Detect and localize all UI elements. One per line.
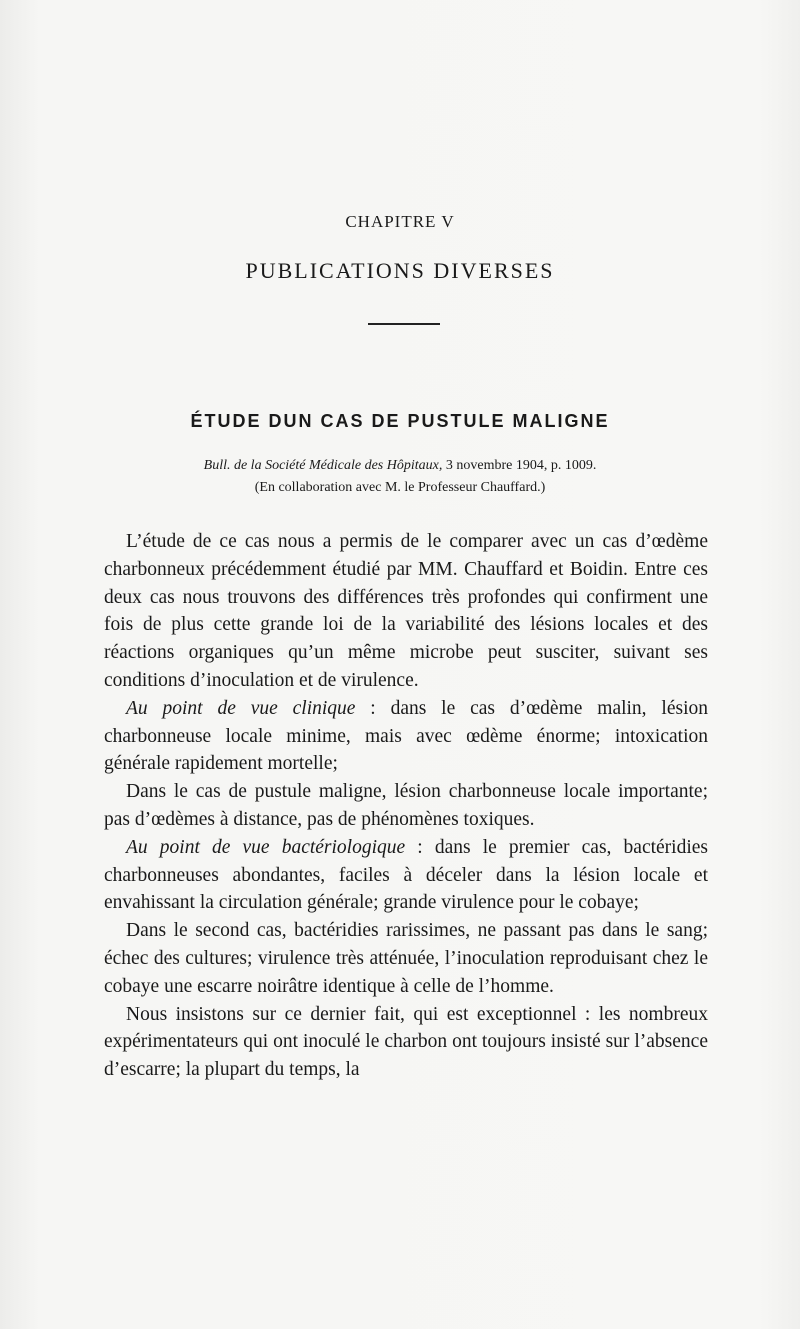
paragraph-2 bbox=[104, 695, 708, 778]
paragraph-6: Nous insistons sur ce dernier fait, qui est exceptionnel : les nombreux expérimentateurs qui ont inoculé le charbon ont toujours insisté sur l’absence d’escarre; la plupart du temps, la bbox=[104, 1003, 708, 1081]
paragraph-5: Dans le second cas, bactéridies rarissimes, ne passant pas dans le sang; échec des cultures; virulence très atténuée, l’inoculation reproduisant chez le cobaye une escarre noirâtre identique à celle de l’homme. bbox=[104, 920, 708, 997]
paragraph-4-text: : dans le premier cas, bactéridies charbonneuses abondantes, faciles à déceler dans la lésion locale et envahissant la circulation générale; grande virulence pour le cobaye; bbox=[104, 836, 708, 914]
chapter-title: PUBLICATIONS DIVERSES bbox=[245, 258, 555, 283]
body-text bbox=[104, 528, 708, 1084]
paragraph-4-lead: Au point de vue bactériologique bbox=[126, 836, 406, 858]
citation bbox=[0, 455, 800, 499]
section-heading: ÉTUDE DUN CAS DE PUSTULE MALIGNE bbox=[190, 411, 610, 431]
paragraph-2-lead: Au point de vue clinique bbox=[126, 697, 356, 719]
title-divider bbox=[368, 323, 440, 325]
paragraph-2-text: : dans le cas d’œdème malin, lésion charbonneuse locale minime, mais avec œdème énorme; intoxication générale rapidement mortelle; bbox=[104, 697, 708, 775]
paragraph-1: L’étude de ce cas nous a permis de le comparer avec un cas d’œdème charbonneux précédemment étudié par MM. Chauffard et Boidin. Entre ces deux cas nous trouvons des différences très profondes qui confirment une fois de plus cette grande loi de la variabilité des lésions locales et des réactions organiques qu’un même microbe peut susciter, suivant ses conditions d’inoculation et de virulence. bbox=[104, 531, 708, 691]
citation-line-2: (En collaboration avec M. le Professeur Chauffard.) bbox=[254, 480, 546, 495]
citation-journal: Bull. de la Société Médicale des Hôpitaux, bbox=[203, 458, 443, 473]
citation-date-page: 3 novembre 1904, p. 1009. bbox=[442, 458, 597, 473]
chapter-number: CHAPITRE V bbox=[345, 212, 455, 231]
citation-line-1 bbox=[0, 455, 800, 477]
paragraph-4 bbox=[104, 834, 708, 917]
paragraph-3: Dans le cas de pustule maligne, lésion charbonneuse locale importante; pas d’œdèmes à distance, pas de phénomènes toxiques. bbox=[104, 781, 708, 830]
